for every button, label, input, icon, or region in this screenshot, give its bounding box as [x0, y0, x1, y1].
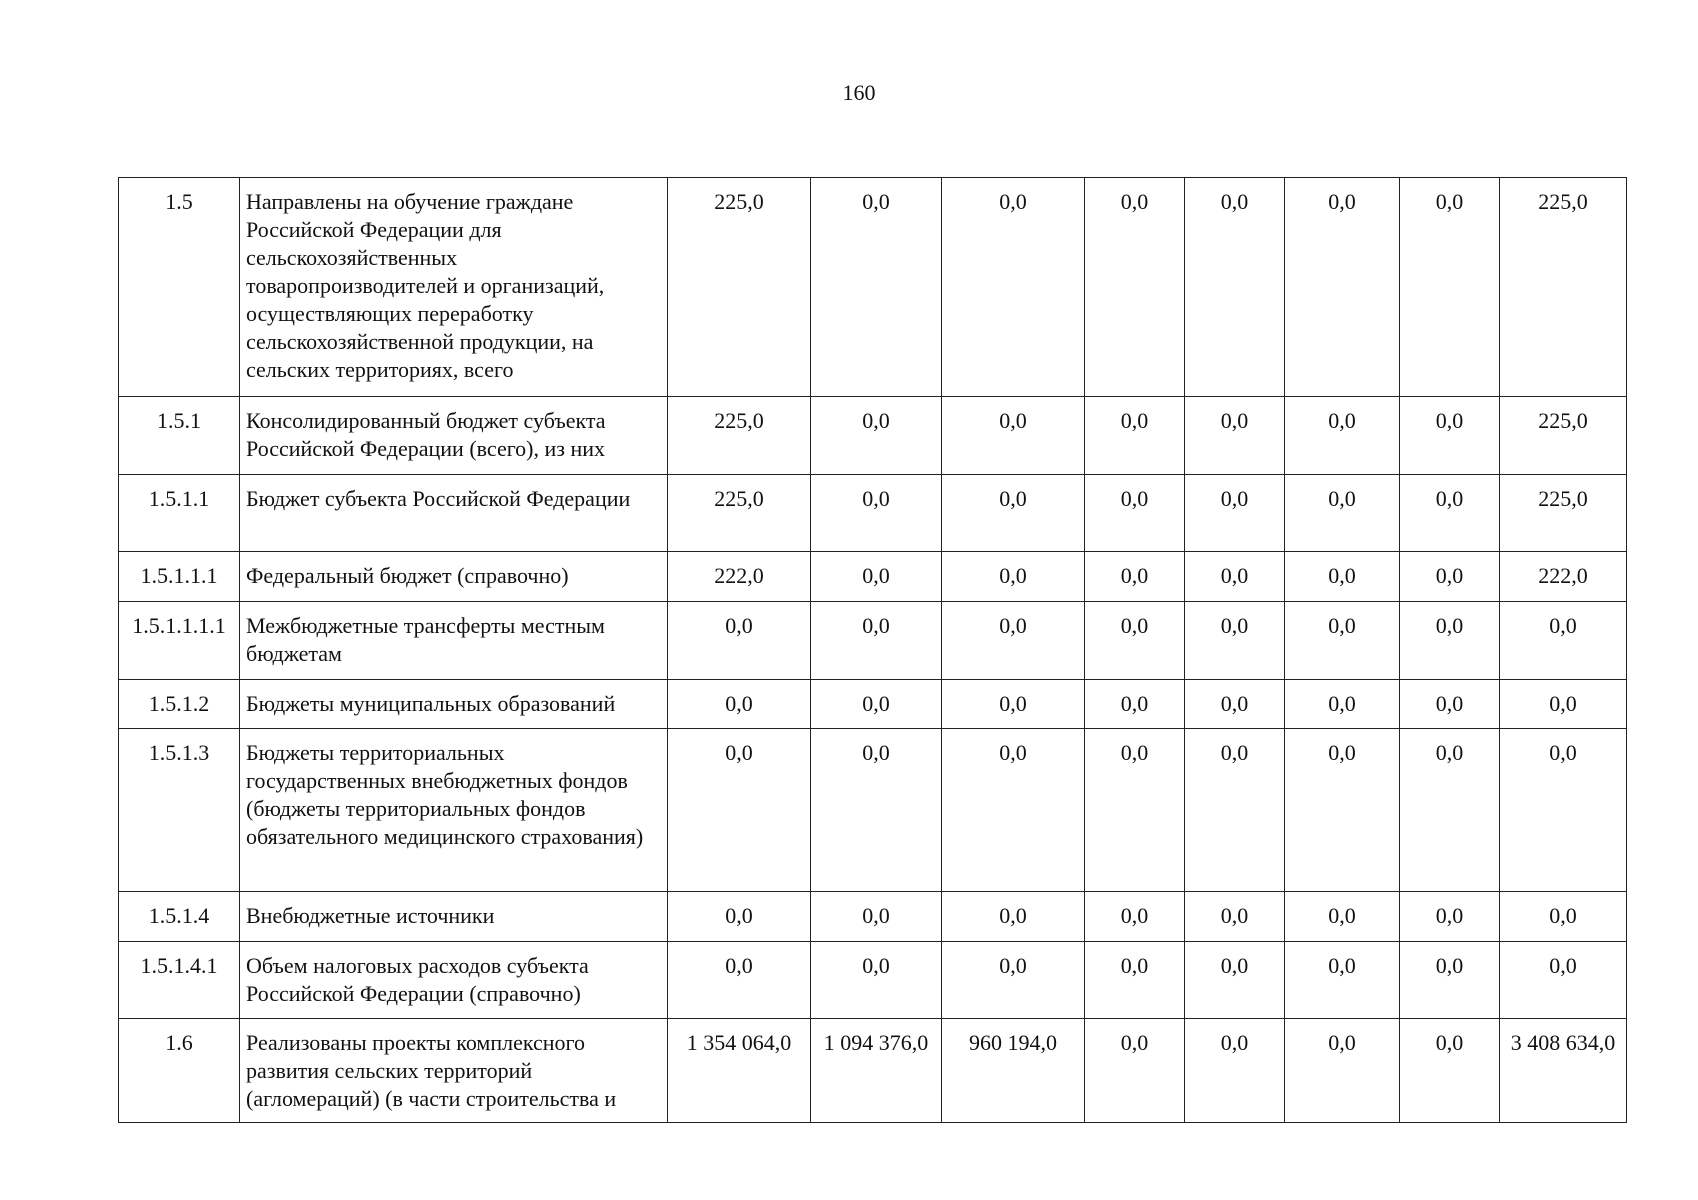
value-cell: 0,0	[811, 680, 942, 729]
row-number: 1.5.1.4	[119, 892, 240, 942]
row-description: Бюджеты территориальных государственных внебюджетных фондов (бюджеты территориальных фондов обязательного медицинского страхования)	[240, 729, 668, 892]
value-cell: 0,0	[1400, 475, 1500, 552]
value-cell: 0,0	[1400, 1019, 1500, 1123]
value-cell: 0,0	[942, 178, 1085, 397]
row-number: 1.5.1.1	[119, 475, 240, 552]
total-cell: 0,0	[1500, 680, 1627, 729]
value-cell: 0,0	[1285, 178, 1400, 397]
value-cell: 0,0	[1400, 602, 1500, 680]
value-cell: 0,0	[668, 729, 811, 892]
total-cell: 225,0	[1500, 178, 1627, 397]
value-cell: 0,0	[1085, 475, 1185, 552]
table-row	[119, 552, 1627, 602]
total-cell: 225,0	[1500, 475, 1627, 552]
row-description: Направлены на обучение граждане Российской Федерации для сельскохозяйственных товаропроизводителей и организаций, осуществляющих переработку сельскохозяйственной продукции, на сельских территориях, всего	[240, 178, 668, 397]
value-cell: 1 354 064,0	[668, 1019, 811, 1123]
value-cell: 0,0	[1085, 892, 1185, 942]
value-cell: 0,0	[942, 602, 1085, 680]
value-cell: 0,0	[1185, 729, 1285, 892]
row-number: 1.5	[119, 178, 240, 397]
value-cell: 0,0	[942, 942, 1085, 1019]
value-cell: 0,0	[1085, 942, 1185, 1019]
value-cell: 0,0	[942, 680, 1085, 729]
value-cell: 0,0	[811, 942, 942, 1019]
value-cell: 0,0	[1185, 397, 1285, 475]
value-cell: 225,0	[668, 397, 811, 475]
table-row	[119, 680, 1627, 729]
value-cell: 1 094 376,0	[811, 1019, 942, 1123]
value-cell: 0,0	[1400, 729, 1500, 892]
value-cell: 960 194,0	[942, 1019, 1085, 1123]
value-cell: 0,0	[1285, 1019, 1400, 1123]
value-cell: 0,0	[811, 475, 942, 552]
value-cell: 0,0	[942, 475, 1085, 552]
value-cell: 0,0	[1285, 397, 1400, 475]
value-cell: 0,0	[811, 552, 942, 602]
value-cell: 0,0	[1085, 602, 1185, 680]
value-cell: 0,0	[1185, 475, 1285, 552]
value-cell: 0,0	[1185, 892, 1285, 942]
value-cell: 0,0	[1285, 475, 1400, 552]
row-number: 1.5.1.1.1.1	[119, 602, 240, 680]
table-row	[119, 397, 1627, 475]
row-description: Реализованы проекты комплексного развития сельских территорий (агломераций) (в части строительства и	[240, 1019, 668, 1123]
row-description: Межбюджетные трансферты местным бюджетам	[240, 602, 668, 680]
value-cell: 0,0	[1400, 178, 1500, 397]
value-cell: 222,0	[668, 552, 811, 602]
value-cell: 0,0	[1085, 680, 1185, 729]
row-description: Внебюджетные источники	[240, 892, 668, 942]
value-cell: 0,0	[1185, 602, 1285, 680]
value-cell: 0,0	[668, 892, 811, 942]
value-cell: 0,0	[1400, 892, 1500, 942]
value-cell: 225,0	[668, 475, 811, 552]
total-cell: 222,0	[1500, 552, 1627, 602]
total-cell: 0,0	[1500, 602, 1627, 680]
row-number: 1.5.1.4.1	[119, 942, 240, 1019]
table-row	[119, 602, 1627, 680]
value-cell: 0,0	[1400, 397, 1500, 475]
row-description: Консолидированный бюджет субъекта Российской Федерации (всего), из них	[240, 397, 668, 475]
value-cell: 225,0	[668, 178, 811, 397]
value-cell: 0,0	[1085, 1019, 1185, 1123]
total-cell: 3 408 634,0	[1500, 1019, 1627, 1123]
value-cell: 0,0	[1185, 552, 1285, 602]
page-number: 160	[842, 80, 876, 105]
row-description: Объем налоговых расходов субъекта Российской Федерации (справочно)	[240, 942, 668, 1019]
value-cell: 0,0	[1085, 729, 1185, 892]
value-cell: 0,0	[1285, 680, 1400, 729]
table-row	[119, 1019, 1627, 1123]
table-row	[119, 729, 1627, 892]
row-description: Бюджеты муниципальных образований	[240, 680, 668, 729]
value-cell: 0,0	[1185, 1019, 1285, 1123]
total-cell: 0,0	[1500, 892, 1627, 942]
row-number: 1.5.1	[119, 397, 240, 475]
row-number: 1.6	[119, 1019, 240, 1123]
value-cell: 0,0	[1285, 729, 1400, 892]
value-cell: 0,0	[942, 729, 1085, 892]
value-cell: 0,0	[1400, 680, 1500, 729]
row-description: Федеральный бюджет (справочно)	[240, 552, 668, 602]
value-cell: 0,0	[1285, 892, 1400, 942]
value-cell: 0,0	[1285, 602, 1400, 680]
value-cell: 0,0	[1185, 942, 1285, 1019]
row-number: 1.5.1.1.1	[119, 552, 240, 602]
value-cell: 0,0	[811, 397, 942, 475]
value-cell: 0,0	[1400, 942, 1500, 1019]
table-row	[119, 475, 1627, 552]
value-cell: 0,0	[1085, 178, 1185, 397]
value-cell: 0,0	[811, 729, 942, 892]
total-cell: 0,0	[1500, 942, 1627, 1019]
budget-table	[118, 177, 1627, 1123]
value-cell: 0,0	[1085, 397, 1185, 475]
value-cell: 0,0	[1285, 552, 1400, 602]
value-cell: 0,0	[942, 397, 1085, 475]
total-cell: 0,0	[1500, 729, 1627, 892]
row-description: Бюджет субъекта Российской Федерации	[240, 475, 668, 552]
value-cell: 0,0	[1400, 552, 1500, 602]
row-number: 1.5.1.2	[119, 680, 240, 729]
value-cell: 0,0	[811, 892, 942, 942]
value-cell: 0,0	[668, 680, 811, 729]
value-cell: 0,0	[668, 942, 811, 1019]
table-row	[119, 942, 1627, 1019]
value-cell: 0,0	[942, 892, 1085, 942]
total-cell: 225,0	[1500, 397, 1627, 475]
value-cell: 0,0	[811, 602, 942, 680]
value-cell: 0,0	[1185, 178, 1285, 397]
table-row	[119, 178, 1627, 397]
value-cell: 0,0	[942, 552, 1085, 602]
value-cell: 0,0	[1085, 552, 1185, 602]
value-cell: 0,0	[811, 178, 942, 397]
table-row	[119, 892, 1627, 942]
row-number: 1.5.1.3	[119, 729, 240, 892]
value-cell: 0,0	[1285, 942, 1400, 1019]
value-cell: 0,0	[1185, 680, 1285, 729]
value-cell: 0,0	[668, 602, 811, 680]
